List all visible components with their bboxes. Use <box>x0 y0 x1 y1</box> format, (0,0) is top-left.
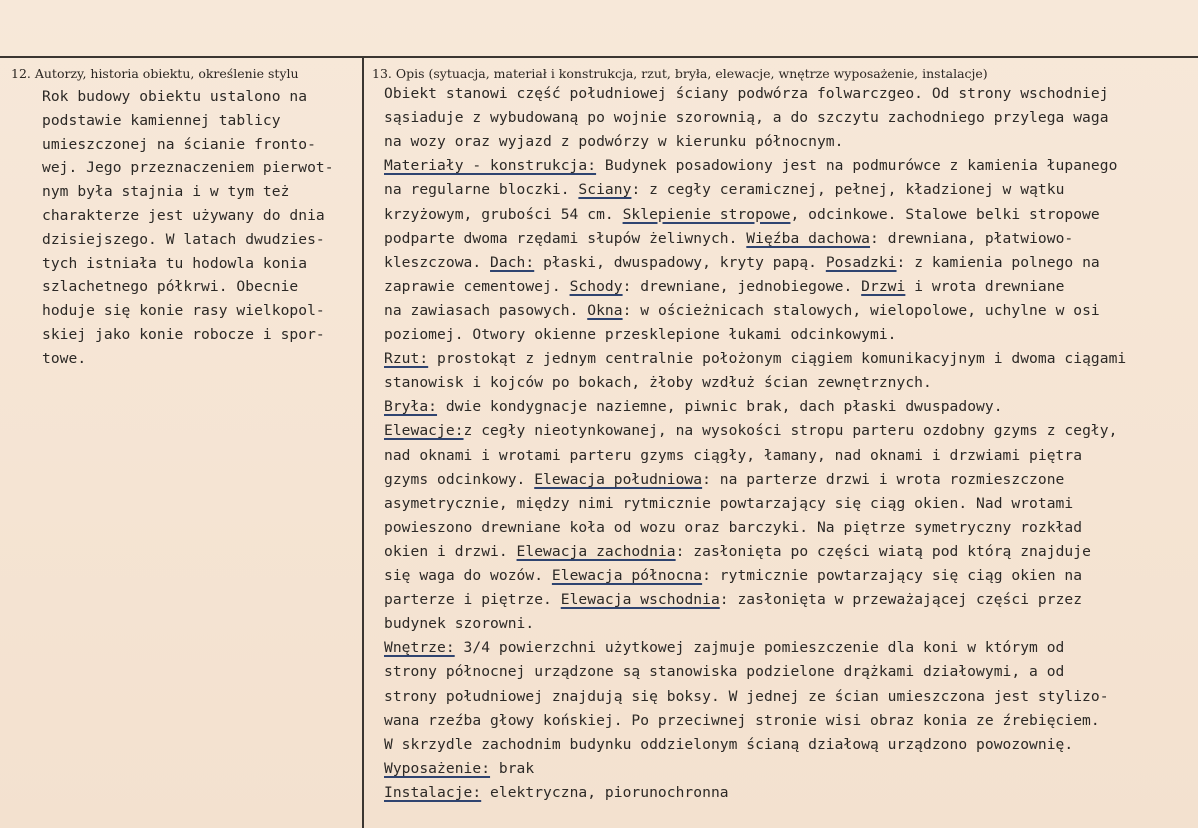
section-12-line: podstawie kamiennej tablicy <box>42 111 281 129</box>
line-text: W skrzydle zachodnim budynku oddzielonym ścianą działową urządzono powozownię. <box>384 735 1074 753</box>
section-13-line <box>384 591 1082 608</box>
line-text: strony południowej znajdują się boksy. W jednej ze ścian umieszczona jest stylizo- <box>384 687 1109 705</box>
section-13-line <box>384 350 1126 367</box>
section-13-heading: 13. Opis (sytuacja, materiał i konstrukcja, rzut, bryła, elewacje, wnętrze wyposażenie, instalacje) <box>372 66 988 81</box>
section-13-line <box>384 471 1064 488</box>
line-text: : z cegły ceramicznej, pełnej, kładzionej w wątku <box>631 181 1065 199</box>
section-12-line: dzisiejszego. W latach dwudzies- <box>42 230 325 248</box>
line-text: : z kamienia polnego na <box>896 253 1100 271</box>
section-13-line <box>384 302 1100 319</box>
section-13-line <box>384 230 1073 247</box>
section-13-line <box>384 495 1073 512</box>
line-text: budynek szorowni. <box>384 615 535 633</box>
line-text: poziomej. Otwory okienne przesklepione łukami odcinkowymi. <box>384 326 897 343</box>
underlined-term: Elewacje: <box>384 422 464 440</box>
underlined-term: Więźba dachowa <box>746 229 871 247</box>
line-text: na regularne bloczki. <box>384 181 579 199</box>
line-text: : drewniana, płatwiowo- <box>870 229 1074 247</box>
section-13-line <box>384 374 932 391</box>
section-13-line <box>384 760 534 777</box>
underlined-term: Dach: <box>490 253 535 271</box>
line-text: nad oknami i wrotami parteru gzyms ciągły, łamany, nad oknami i drzwiami piętra <box>384 446 1083 464</box>
section-13-line <box>384 784 729 801</box>
underlined-term: Okna <box>587 301 623 319</box>
underlined-term: Schody <box>569 277 623 295</box>
section-13-line <box>384 447 1082 464</box>
section-13-line <box>384 615 534 632</box>
underlined-term: Elewacja zachodnia <box>516 542 676 560</box>
line-text: parterze i piętrze. <box>384 591 561 609</box>
section-12-heading: 12. Autorzy, historia obiektu, określenie stylu <box>11 66 299 81</box>
section-13-line <box>384 157 1117 174</box>
underlined-term: Posadzki <box>825 253 897 271</box>
line-text: płaski, dwuspadowy, kryty papą. <box>534 253 826 271</box>
section-12-line: hoduje się konie rasy wielkopol- <box>42 302 325 320</box>
line-text: podparte dwoma rzędami słupów żeliwnych. <box>384 229 747 247</box>
line-text: : drewniane, jednobiegowe. <box>622 277 862 295</box>
line-text: : zasłonięta w przeważającej części przez <box>719 591 1083 609</box>
section-13-line <box>384 206 1100 223</box>
section-13-line <box>384 254 1100 271</box>
section-13-line <box>384 133 843 150</box>
underlined-term: Elewacja południowa <box>534 470 703 488</box>
section-13-line <box>384 688 1109 705</box>
line-text: : w ościeżnicach stalowych, wielopolowe, uchylne w osi <box>622 301 1100 319</box>
line-text: na zawiasach pasowych. <box>384 301 588 319</box>
underlined-term: Instalacje: <box>384 783 482 801</box>
line-text: na wozy oraz wyjazd z podwórzy w kierunku północnym. <box>384 133 844 151</box>
underlined-term: Bryła: <box>384 398 438 416</box>
line-text: i wrota drewniane <box>905 277 1065 295</box>
section-12-line: skiej jako konie robocze i spor- <box>42 326 325 343</box>
underlined-term: Drzwi <box>861 277 906 295</box>
underlined-term: Sklepienie stropowe <box>622 205 791 223</box>
section-13-line <box>384 567 1082 584</box>
underlined-term: Elewacja północna <box>551 567 703 584</box>
section-13-line <box>384 422 1117 439</box>
line-text: elektryczna, piorunochronna <box>481 783 729 801</box>
line-text: Obiekt stanowi część południowej ściany podwórza folwarczgeo. Od strony wschodniej <box>384 85 1109 102</box>
line-text: wana rzeźba głowy końskiej. Po przeciwnej stronie wisi obraz konia ze źrebięciem. <box>384 711 1100 729</box>
line-text: : na parterze drzwi i wrota rozmieszczone <box>702 470 1065 488</box>
top-rule <box>0 56 1198 58</box>
section-13-line <box>384 639 1064 656</box>
line-text: okien i drzwi. <box>384 542 517 560</box>
section-12-line: tych istniała tu hodowla konia <box>42 254 308 272</box>
section-13-line <box>384 712 1100 729</box>
underlined-term: Rzut: <box>384 350 429 368</box>
underlined-term: Wyposażenie: <box>384 759 491 777</box>
section-12-line: towe. <box>42 349 87 367</box>
line-text: 3/4 powierzchni użytkowej zajmuje pomieszczenie dla koni w którym od <box>454 639 1065 657</box>
section-12-line: wej. Jego przeznaczeniem pierwot- <box>42 159 334 177</box>
line-text: kleszczowa. <box>384 253 491 271</box>
line-text: brak <box>490 759 535 777</box>
line-text: , odcinkowe. Stalowe belki stropowe <box>790 205 1100 223</box>
section-13-line <box>384 663 1064 680</box>
underlined-term: Sciany <box>578 181 632 199</box>
section-13-line <box>384 519 1082 536</box>
line-text: strony północnej urządzone są stanowiska podzielone drążkami działowymi, a od <box>384 663 1065 681</box>
line-text: powieszono drewniane koła od wozu oraz barczyki. Na piętrze symetryczny rozkład <box>384 518 1083 536</box>
section-12-line: umieszczonej na ścianie fronto- <box>42 135 316 153</box>
section-13-line <box>384 181 1064 198</box>
column-divider <box>362 57 364 828</box>
section-13-line <box>384 109 1109 126</box>
line-text: : zasłonięta po części wiatą pod którą znajduje <box>675 542 1091 560</box>
line-text: : rytmicznie powtarzający się ciąg okien na <box>702 567 1083 584</box>
section-13-line <box>384 278 1064 295</box>
underlined-term: Materiały - konstrukcja: <box>384 157 597 175</box>
line-text: asymetrycznie, między nimi rytmicznie powtarzający się ciąg okien. Nad wrotami <box>384 494 1074 512</box>
line-text: się waga do wozów. <box>384 567 552 584</box>
section-12-line: szlachetnego półkrwi. Obecnie <box>42 278 299 296</box>
section-12-line: nym była stajnia i w tym też <box>42 183 290 201</box>
line-text: stanowisk i kojców po bokach, żłoby wzdłuż ścian zewnętrznych. <box>384 374 932 392</box>
section-13-line <box>384 736 1073 753</box>
underlined-term: Wnętrze: <box>384 639 455 657</box>
line-text: z cegły nieotynkowanej, na wysokości stropu parteru ozdobny gzyms z cegły, <box>463 422 1118 440</box>
section-12-line: charakterze jest używany do dnia <box>42 207 325 224</box>
section-13-line <box>384 85 1109 102</box>
section-13-line <box>384 543 1091 560</box>
line-text: sąsiaduje z wybudowaną po wojnie szorownią, a do szczytu zachodniego przylega waga <box>384 109 1109 127</box>
line-text: prostokąt z jednym centralnie położonym ciągiem komunikacyjnym i dwoma ciągami <box>428 350 1127 368</box>
line-text: Budynek posadowiony jest na podmurówce z kamienia łupanego <box>596 157 1118 175</box>
line-text: krzyżowym, grubości 54 cm. <box>384 205 623 223</box>
section-12-line: Rok budowy obiektu ustalono na <box>42 88 308 105</box>
line-text: gzyms odcinkowy. <box>384 470 535 488</box>
underlined-term: Elewacja wschodnia <box>560 591 720 609</box>
line-text: dwie kondygnacje naziemne, piwnic brak, dach płaski dwuspadowy. <box>437 398 1003 416</box>
section-13-line <box>384 398 1003 415</box>
section-13-line <box>384 326 897 343</box>
line-text: zaprawie cementowej. <box>384 277 570 295</box>
